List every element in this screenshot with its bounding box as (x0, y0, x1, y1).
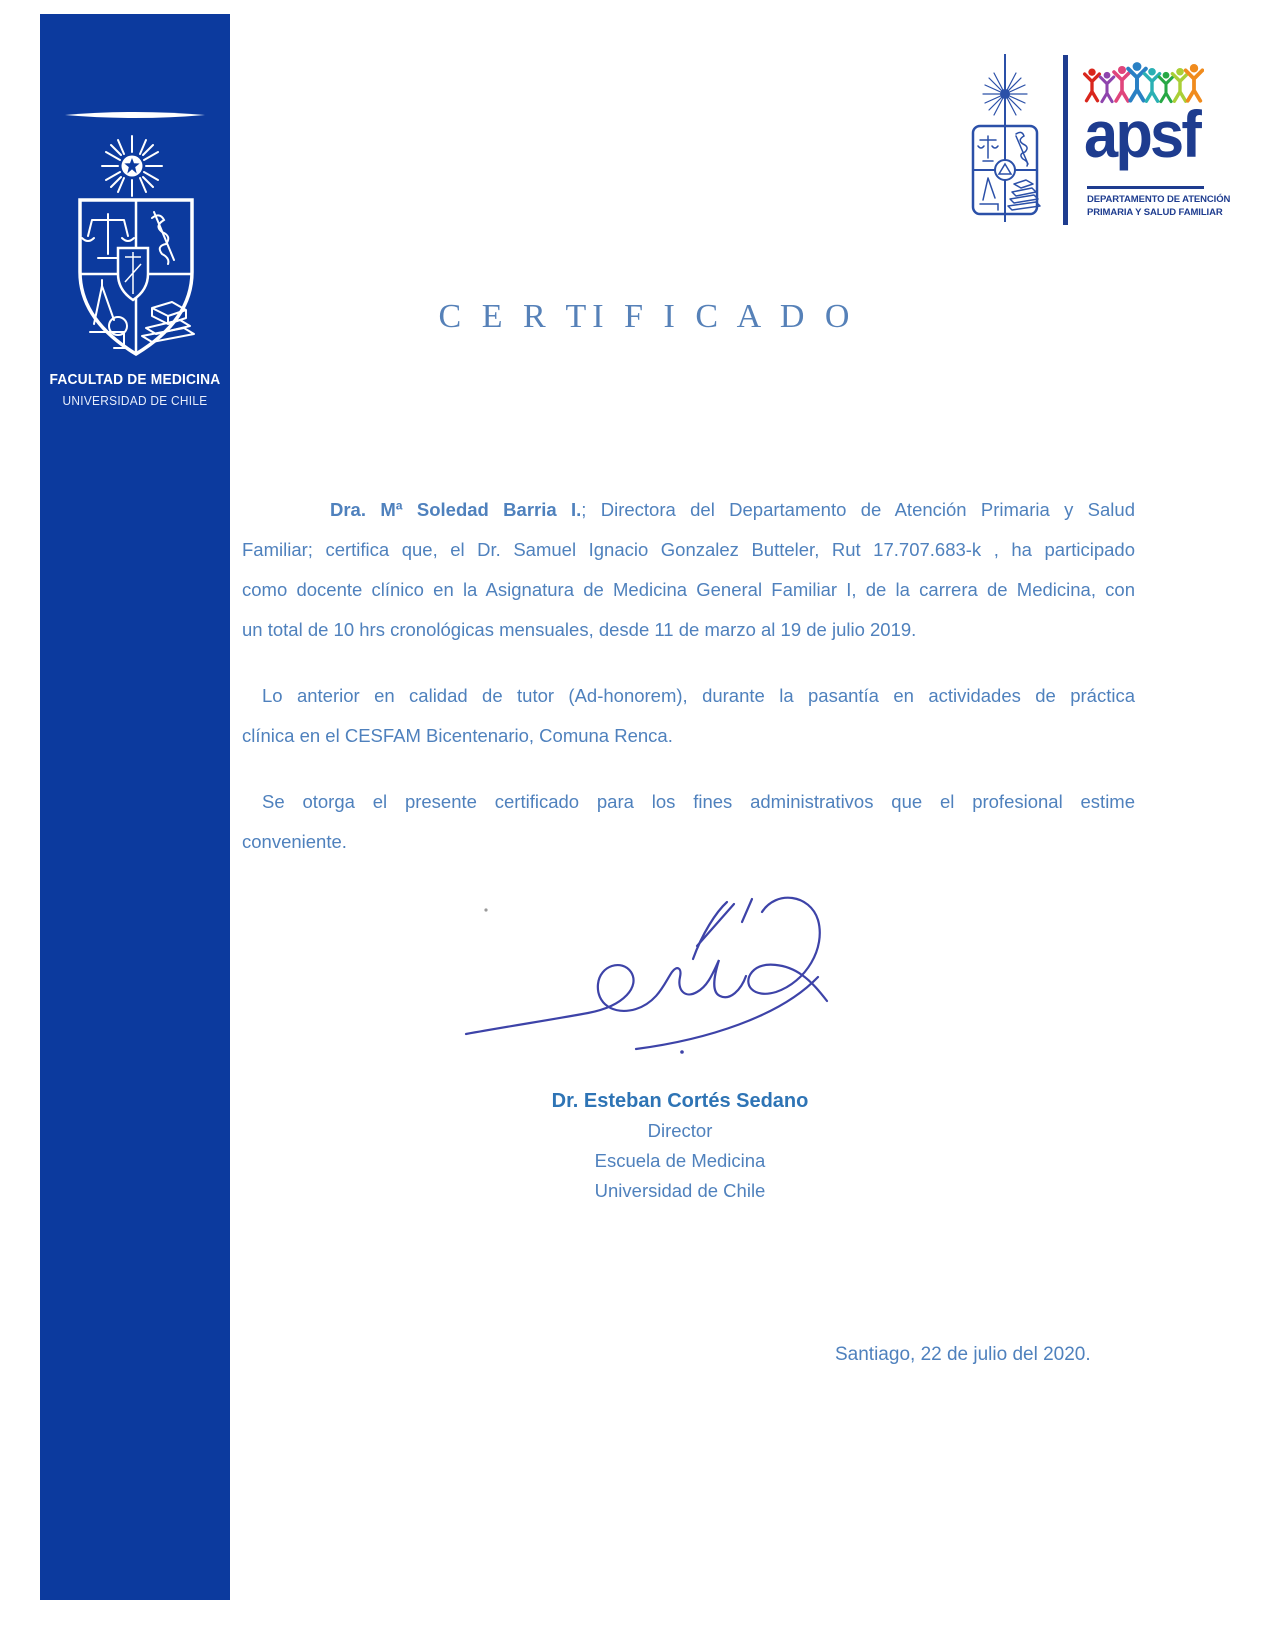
p1-line1-rest: ; Directora del Departamento de Atención Primaria y Salud (581, 499, 1135, 520)
signatory-block (430, 1086, 930, 1206)
ink-dot (680, 1050, 684, 1054)
signatory-school: Escuela de Medicina (594, 1150, 766, 1171)
signer-name-bold: Dra. Mª Soledad Barria I. (330, 499, 582, 520)
paragraph-3 (242, 782, 1135, 862)
p1-line2: Familiar; certifica que, el Dr. Samuel Ignacio Gonzalez Butteler, Rut 17.707.683-k , ha participado (242, 539, 1135, 560)
paragraph-2 (242, 676, 1135, 756)
p2-line1-text: Lo anterior en calidad de tutor (Ad-honorem), durante la pasantía en actividades de práctica (262, 685, 1135, 706)
date-line: Santiago, 22 de julio del 2020. (835, 1344, 1091, 1365)
p1-line4: un total de 10 hrs cronológicas mensuales, desde 11 de marzo al 19 de julio 2019. (242, 619, 917, 640)
p1-line1 (242, 490, 1135, 530)
books-icon (1008, 180, 1040, 210)
serpent-staff-icon (152, 212, 174, 264)
sidebar-divider-line (65, 112, 205, 118)
serpent-staff-icon (1016, 132, 1028, 166)
apsf-department-label (1087, 193, 1231, 219)
p2-line2: clínica en el CESFAM Bicentenario, Comuna Renca. (242, 725, 673, 746)
logo-divider-bar (1063, 55, 1068, 225)
sidebar-university-label: UNIVERSIDAD DE CHILE (62, 394, 208, 408)
handwritten-signature (450, 882, 840, 1072)
scales-icon (978, 136, 998, 161)
p3-line1 (242, 782, 1135, 822)
p3-line2: conveniente. (242, 831, 347, 852)
universidad-de-chile-emblem-icon (958, 52, 1058, 227)
mini-shield-icon (118, 248, 148, 300)
p1-line3: como docente clínico en la Asignatura de Medicina General Familiar I, de la carrera de Medicina, con (242, 579, 1135, 600)
p2-line1 (242, 676, 1135, 716)
apsf-department-line1: DEPARTAMENTO DE ATENCIÓN (1087, 194, 1231, 205)
signatory-role: Director (647, 1120, 713, 1141)
ink-speck (484, 908, 487, 911)
apsf-logo-wordmark: apsf (1084, 97, 1200, 171)
sidebar-band (40, 14, 230, 1600)
certificate-title: C E R TI F I C A D O (438, 298, 856, 335)
compass-icon (980, 178, 998, 210)
p3-line1-text: Se otorga el presente certificado para los fines administrativos que el profesional estime (262, 791, 1135, 812)
signatory-name: Dr. Esteban Cortés Sedano (551, 1090, 809, 1112)
apsf-underline (1087, 186, 1204, 189)
certificate-body (242, 490, 1135, 888)
apsf-department-line2: PRIMARIA Y SALUD FAMILIAR (1087, 207, 1223, 218)
sidebar-institution-label: FACULTAD DE MEDICINA (49, 372, 221, 388)
paragraph-1 (242, 490, 1135, 650)
books-icon (142, 302, 194, 342)
facultad-medicina-emblem-icon (40, 102, 230, 442)
signatory-university: Universidad de Chile (594, 1180, 766, 1201)
